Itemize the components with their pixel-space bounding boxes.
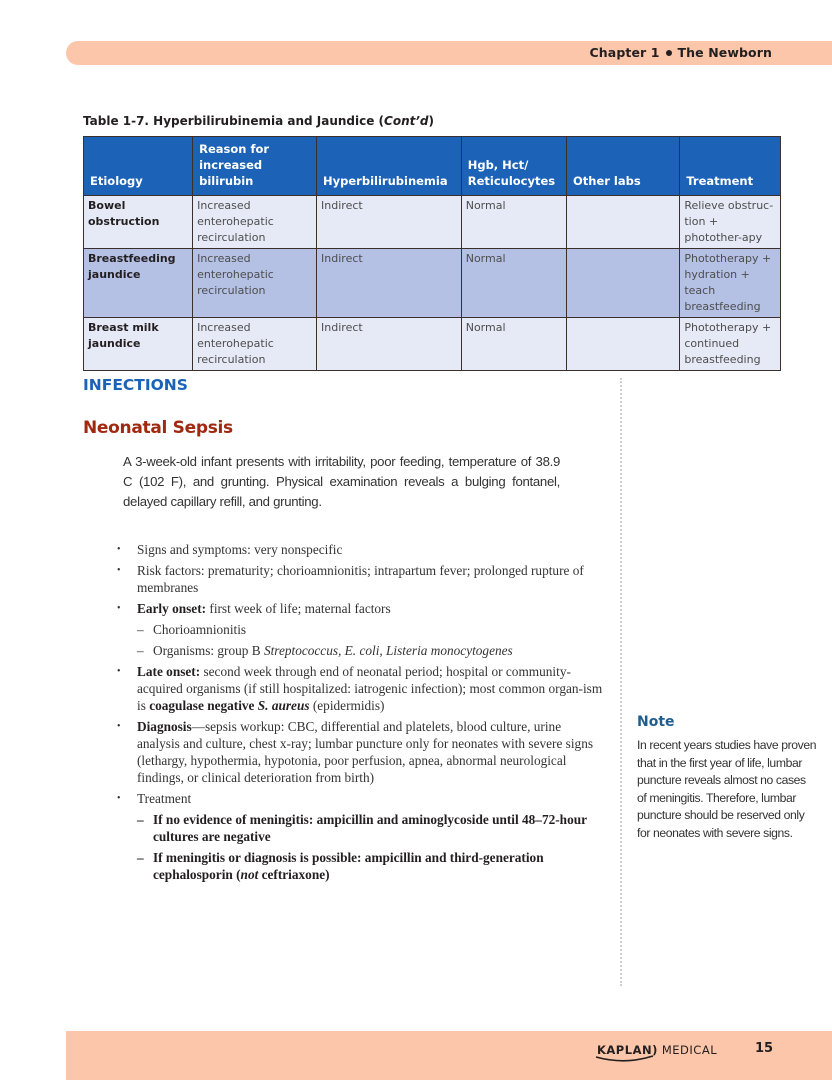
item-text: If meningitis or diagnosis is possible: ampicillin and third-generation cephalosporin (: [153, 850, 544, 882]
chapter-header-bar: [66, 41, 832, 65]
item-text: —sepsis workup: CBC, differential and platelets, blood culture, urine analysis and culture, chest x-ray; lumbar puncture only for neonates with severe signs (lethargy, hypothermia, hypotonia, poor perfusion, apnea, abnormal neurological findings, or clinical deterioration from birth): [137, 719, 594, 785]
sub-list-item: [116, 642, 606, 659]
item-text: second week through end of neonatal period; hospital or community-acquired organisms (if still hospitalized: iatrogenic infection); most common organ-ism is: [137, 664, 603, 713]
column-header-treatment: Treatment: [680, 137, 781, 196]
note-title: Note: [637, 714, 675, 730]
column-header-hyperbilirubinemia: Hyperbilirubinemia: [317, 137, 462, 196]
chapter-title: The Newborn: [677, 45, 772, 60]
column-header-etiology: Etiology: [84, 137, 193, 196]
cell-etiology: Bowel obstruction: [84, 196, 193, 249]
kaplan-medical-logo: [597, 1043, 717, 1057]
item-italic: not: [240, 867, 259, 882]
item-text: first week of life; maternal factors: [206, 601, 391, 616]
item-bold: coagulase negative: [149, 698, 258, 713]
sub-list-item: [116, 849, 606, 883]
logo-paren-icon: ): [652, 1043, 658, 1057]
cell-reason: Increased enterohepatic recirculation: [193, 196, 317, 249]
cell-hgb-hct: Normal: [461, 318, 566, 371]
cell-other-labs: [567, 249, 680, 318]
sub-list-item: – If no evidence of meningitis: ampicillin and aminoglycoside until 48–72-hour cultures are negative: [116, 811, 606, 845]
list-item: • Treatment: [116, 790, 606, 807]
item-text: ceftriaxone): [258, 867, 330, 882]
item-italic: Streptococcus, E. coli, Listeria monocytogenes: [263, 643, 513, 658]
cell-etiology: Breast milk jaundice: [84, 318, 193, 371]
item-bold-italic: S. aureus: [257, 698, 310, 713]
item-text: (epidermidis): [309, 698, 385, 713]
hyperbilirubinemia-table: [83, 136, 781, 371]
list-item: [116, 663, 606, 714]
list-item: [116, 600, 606, 617]
table-caption: [83, 114, 434, 128]
item-label: Early onset:: [137, 601, 207, 616]
cell-other-labs: [567, 196, 680, 249]
list-item: [116, 718, 606, 786]
list-item: • Risk factors: prematurity; chorioamnionitis; intrapartum fever; prolonged rupture of membranes: [116, 562, 606, 596]
kaplan-logo: [597, 1043, 658, 1057]
cell-treatment: Relieve obstruc-tion + photother-apy: [680, 196, 781, 249]
item-text: Organisms: group B: [153, 643, 264, 658]
margin-divider: [620, 378, 622, 986]
table-caption-italic: Cont’d: [384, 114, 429, 128]
table-header-row: [84, 137, 781, 196]
cell-etiology: Breastfeeding jaundice: [84, 249, 193, 318]
table-row: [84, 318, 781, 371]
table-row: [84, 249, 781, 318]
section-heading: INFECTIONS: [83, 376, 188, 394]
item-label: Diagnosis: [137, 719, 192, 734]
bullet-separator-icon: [666, 50, 672, 56]
chapter-label: Chapter 1: [589, 45, 660, 60]
column-header-reason: Reason for increased bilirubin: [193, 137, 317, 196]
table-caption-text: Table 1-7. Hyperbilirubinemia and Jaundice (: [83, 114, 385, 128]
cell-treatment: Phototherapy + continued breastfeeding: [680, 318, 781, 371]
bullet-list: [116, 541, 606, 887]
cell-hyperbilirubinemia: Indirect: [317, 318, 462, 371]
cell-reason: Increased enterohepatic recirculation: [193, 318, 317, 371]
cell-hgb-hct: Normal: [461, 196, 566, 249]
brand-suffix: MEDICAL: [661, 1043, 718, 1057]
subsection-heading: Neonatal Sepsis: [83, 418, 233, 438]
logo-swoosh-icon: [595, 1055, 657, 1063]
brand-name: KAPLAN: [597, 1043, 653, 1057]
cell-treatment: Phototherapy + hydration + teach breastfeeding: [680, 249, 781, 318]
item-label: Late onset:: [137, 664, 201, 679]
page-number: 15: [755, 1041, 774, 1056]
cell-hyperbilirubinemia: Indirect: [317, 196, 462, 249]
cell-other-labs: [567, 318, 680, 371]
sub-list-item: – Chorioamnionitis: [116, 621, 606, 638]
list-item: • Signs and symptoms: very nonspecific: [116, 541, 606, 558]
column-header-other-labs: Other labs: [567, 137, 680, 196]
cell-hgb-hct: Normal: [461, 249, 566, 318]
clinical-vignette: A 3-week-old infant presents with irritability, poor feeding, temperature of 38.9 C (102 F), and grunting. Physical examination reveals a bulging fontanel, delayed capillary refill, and grunting.: [123, 454, 560, 509]
cell-reason: Increased enterohepatic recirculation: [193, 249, 317, 318]
note-body: In recent years studies have proven that in the first year of life, lumbar puncture reveals almost no cases of meningitis. Therefore, lumbar puncture should be reserved only for neonates with severe signs.: [637, 738, 817, 840]
column-header-hgb-hct: Hgb, Hct/ Reticulocytes: [461, 137, 566, 196]
running-header: [590, 45, 772, 60]
cell-hyperbilirubinemia: Indirect: [317, 249, 462, 318]
table-caption-end: ): [428, 114, 434, 128]
table-row: [84, 196, 781, 249]
